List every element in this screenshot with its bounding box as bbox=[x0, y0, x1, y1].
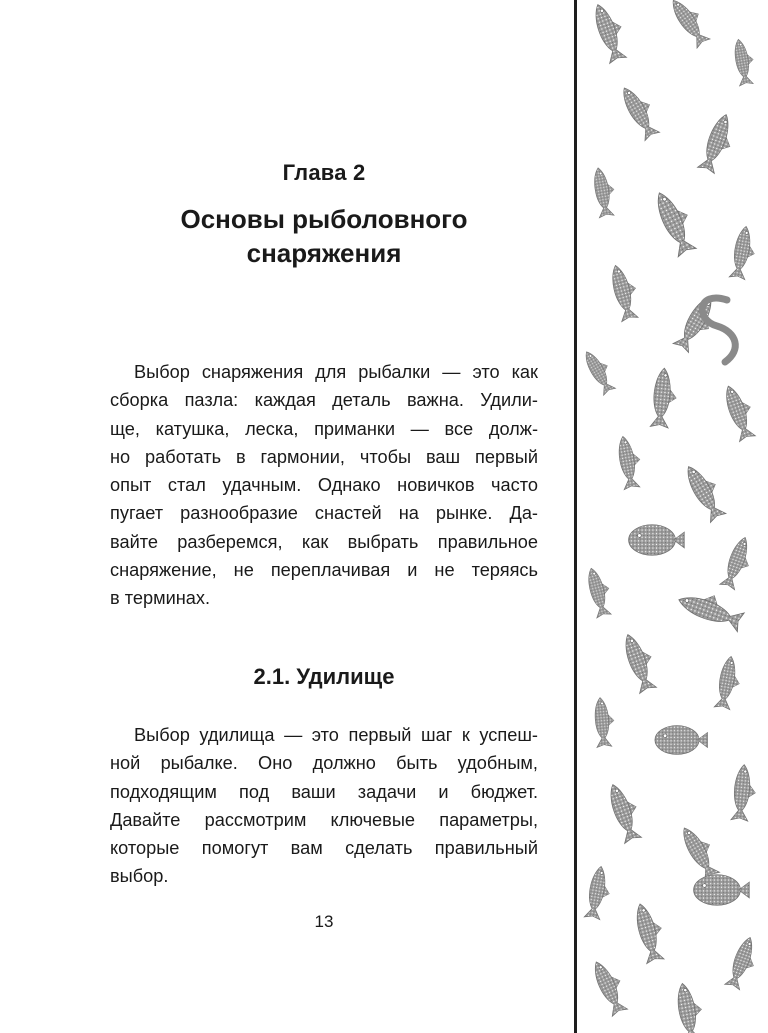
paragraph-line: подходящим под ваши задачи и бюджет. bbox=[110, 781, 538, 802]
fish-icon bbox=[589, 956, 633, 1016]
text-column bbox=[110, 0, 538, 1033]
paragraph-line: вайте разберемся, как выбрать правильное bbox=[110, 531, 538, 552]
flatfish-icon bbox=[629, 525, 685, 556]
fish-icon bbox=[650, 367, 678, 428]
fish-pattern-panel bbox=[577, 0, 768, 1033]
paragraph-line: ной рыбалке. Оно должно быть удобным, bbox=[110, 753, 538, 774]
fish-icon bbox=[677, 821, 724, 881]
chapter-title bbox=[110, 202, 538, 270]
section-title: 2.1. Удилище bbox=[253, 664, 395, 689]
paragraph-line: сборка пазла: каждая деталь важна. Удили- bbox=[110, 390, 538, 411]
fish-pattern-illustration bbox=[577, 0, 768, 1033]
paragraph-line: Выбор удилища — это первый шаг к успеш- bbox=[134, 725, 538, 745]
fish-icon bbox=[725, 935, 763, 992]
paragraph-line: опыт стал удачным. Однако новичков часто bbox=[110, 475, 538, 496]
fish-icon bbox=[731, 764, 758, 822]
paragraph-line: Давайте рассмотрим ключевые параметры, bbox=[110, 809, 538, 830]
rod-paragraph bbox=[110, 721, 538, 891]
fish-icon bbox=[604, 780, 646, 844]
fish-icon bbox=[607, 262, 643, 322]
fish-icon bbox=[681, 459, 731, 522]
fish-icon bbox=[650, 186, 701, 257]
fish-icon bbox=[580, 346, 619, 395]
paragraph-line: пугает разнообразие снастей на рынке. Да- bbox=[110, 503, 538, 524]
fish-icon bbox=[631, 900, 669, 963]
fish-icon bbox=[667, 0, 714, 48]
chapter-title-line: снаряжения bbox=[246, 238, 402, 268]
paragraph-line: снаряжение, не переплачивая и не теряясь bbox=[110, 560, 538, 581]
fish-icon bbox=[673, 981, 706, 1033]
fish-icon bbox=[720, 381, 760, 441]
fish-icon bbox=[619, 630, 661, 694]
page-number: 13 bbox=[314, 912, 334, 931]
paragraph-line: но работать в гармонии, чтобы ваш первый bbox=[110, 446, 538, 467]
chapter-title-line: Основы рыболовного bbox=[180, 204, 468, 234]
flatfish-icon bbox=[655, 726, 708, 755]
fish-icon bbox=[593, 697, 617, 748]
paragraph-line: выбор. bbox=[110, 866, 169, 887]
fish-icon bbox=[731, 37, 757, 86]
fish-icon bbox=[720, 535, 758, 592]
paragraph-line: Выбор снаряжения для рыбалки — это как bbox=[134, 362, 538, 382]
fish-icon bbox=[714, 655, 744, 711]
fish-icon bbox=[584, 865, 614, 921]
paragraph-line: в терминах. bbox=[110, 588, 211, 609]
fish-icon bbox=[697, 112, 739, 176]
fish-icon bbox=[591, 166, 619, 218]
paragraph-line: ще, катушка, леска, приманки — все долж- bbox=[110, 418, 538, 439]
paragraph-line: которые помогут вам сделать правильный bbox=[110, 838, 538, 859]
flatfish-icon bbox=[694, 875, 750, 906]
fish-icon bbox=[729, 225, 759, 281]
fish-icon bbox=[615, 434, 645, 490]
intro-paragraph bbox=[110, 358, 538, 613]
fish-icon bbox=[589, 0, 631, 64]
fish-icon bbox=[617, 81, 664, 141]
fish-icon bbox=[675, 585, 746, 632]
chapter-label: Глава 2 bbox=[282, 160, 366, 185]
fish-icon bbox=[584, 565, 616, 618]
